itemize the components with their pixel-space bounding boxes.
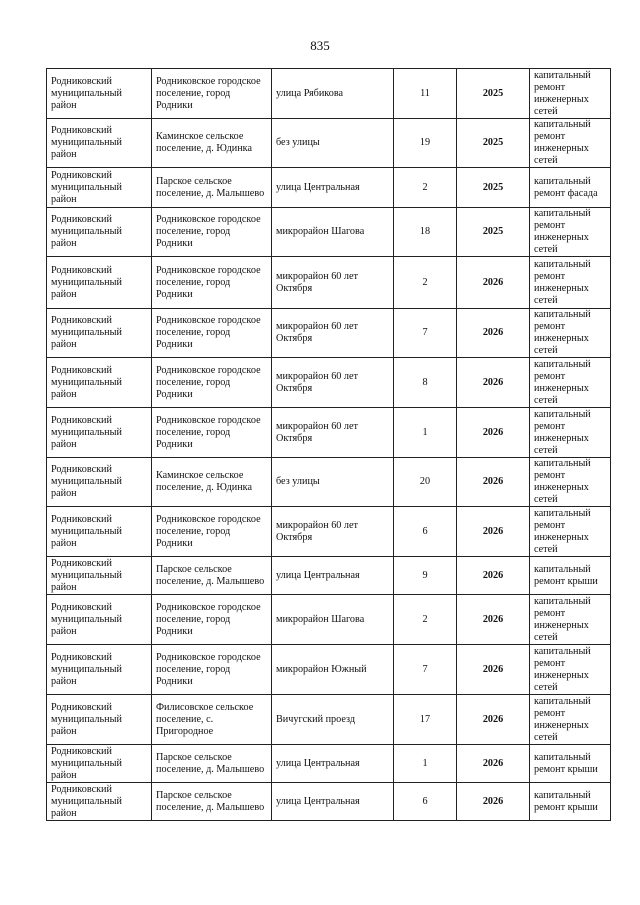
house-number-cell-text: 2 (422, 181, 428, 193)
table-row (47, 309, 611, 358)
house-number-cell (394, 309, 457, 358)
year-cell (457, 168, 530, 208)
house-number-cell-text: 2 (422, 613, 428, 625)
settlement-cell (152, 557, 272, 595)
house-number-cell (394, 358, 457, 408)
district-cell (47, 168, 152, 208)
table-row (47, 507, 611, 557)
work-type-cell (530, 745, 611, 783)
house-number-cell (394, 645, 457, 695)
street-cell-text: без улицы (276, 137, 320, 148)
year-cell-text: 2026 (482, 663, 504, 675)
work-type-cell (530, 408, 611, 458)
street-cell-text: улица Центральная (276, 795, 360, 807)
work-type-cell (530, 458, 611, 507)
year-cell-text: 2026 (482, 757, 504, 769)
year-cell-text: 2025 (482, 181, 504, 193)
street-cell (272, 645, 394, 695)
house-number-cell-text: 6 (422, 525, 428, 537)
work-type-cell-text: капитальный ремонт инженерных сетей (534, 458, 591, 505)
year-cell (457, 69, 530, 119)
district-cell-text: Родниковский муниципальный район (51, 651, 122, 687)
street-cell-text: микрорайон Шагова (276, 613, 365, 625)
street-cell-text: Вичугский проезд (276, 713, 355, 725)
street-cell (272, 119, 394, 168)
house-number-cell (394, 69, 457, 119)
district-cell (47, 208, 152, 257)
street-cell-text: микрорайон 60 лет Октября (276, 519, 358, 543)
street-cell-text: микрорайон Южный (276, 663, 367, 675)
house-number-cell (394, 745, 457, 783)
district-cell-text: Родниковский муниципальный район (51, 414, 122, 450)
settlement-cell (152, 745, 272, 783)
district-cell-text: Родниковский муниципальный район (51, 557, 122, 593)
house-number-cell-text: 9 (422, 569, 428, 581)
year-cell-text: 2026 (482, 713, 504, 725)
street-cell (272, 358, 394, 408)
house-number-cell (394, 168, 457, 208)
year-cell (457, 458, 530, 507)
district-cell (47, 69, 152, 119)
settlement-cell-text: Родниковское городское поселение, город Родники (156, 315, 261, 350)
district-cell-text: Родниковский муниципальный район (51, 75, 122, 111)
district-cell-text: Родниковский муниципальный район (51, 745, 122, 781)
street-cell-text: микрорайон 60 лет Октября (276, 420, 358, 444)
work-type-cell (530, 69, 611, 119)
settlement-cell-text: Родниковское городское поселение, город Родники (156, 651, 261, 687)
street-cell-text: микрорайон 60 лет Октября (276, 321, 358, 344)
work-type-cell (530, 695, 611, 745)
district-cell (47, 257, 152, 309)
settlement-cell (152, 507, 272, 557)
district-cell-text: Родниковский муниципальный район (51, 214, 122, 249)
settlement-cell (152, 119, 272, 168)
settlement-cell (152, 208, 272, 257)
house-number-cell-text: 8 (422, 376, 428, 388)
house-number-cell (394, 557, 457, 595)
work-type-cell-text: капитальный ремонт инженерных сетей (534, 695, 591, 743)
district-cell (47, 695, 152, 745)
table-row (47, 358, 611, 408)
district-cell (47, 595, 152, 645)
district-cell (47, 119, 152, 168)
settlement-cell-text: Родниковское городское поселение, город Родники (156, 601, 261, 637)
street-cell-text: улица Рябикова (276, 87, 344, 99)
house-number-cell (394, 595, 457, 645)
year-cell-text: 2026 (482, 613, 504, 625)
district-cell (47, 507, 152, 557)
street-cell-text: улица Центральная (276, 569, 360, 581)
district-cell (47, 309, 152, 358)
street-cell (272, 208, 394, 257)
housing-repair-table (46, 68, 611, 821)
work-type-cell-text: капитальный ремонт крыши (534, 563, 598, 587)
district-cell (47, 745, 152, 783)
street-cell (272, 595, 394, 645)
settlement-cell-text: Родниковское городское поселение, город Родники (156, 264, 261, 300)
house-number-cell (394, 458, 457, 507)
district-cell-text: Родниковский муниципальный район (51, 315, 122, 350)
year-cell (457, 695, 530, 745)
settlement-cell (152, 645, 272, 695)
year-cell (457, 507, 530, 557)
street-cell (272, 745, 394, 783)
year-cell-text: 2026 (482, 327, 504, 338)
house-number-cell-text: 1 (422, 757, 428, 769)
work-type-cell-text: капитальный ремонт фасада (534, 175, 598, 199)
district-cell (47, 557, 152, 595)
settlement-cell-text: Родниковское городское поселение, город Родники (156, 513, 261, 549)
street-cell (272, 783, 394, 821)
street-cell-text: микрорайон Шагова (276, 226, 365, 237)
street-cell-text: микрорайон 60 лет Октября (276, 270, 358, 294)
work-type-cell (530, 645, 611, 695)
work-type-cell (530, 168, 611, 208)
table-row (47, 458, 611, 507)
year-cell-text: 2025 (482, 87, 504, 99)
settlement-cell-text: Парское сельское поселение, д. Малышево (156, 175, 265, 199)
street-cell (272, 408, 394, 458)
house-number-cell (394, 119, 457, 168)
settlement-cell (152, 458, 272, 507)
district-cell (47, 645, 152, 695)
street-cell (272, 168, 394, 208)
table-row (47, 745, 611, 783)
settlement-cell-text: Родниковское городское поселение, город Родники (156, 364, 261, 400)
district-cell (47, 408, 152, 458)
table-row (47, 168, 611, 208)
year-cell (457, 595, 530, 645)
settlement-cell (152, 595, 272, 645)
work-type-cell-text: капитальный ремонт крыши (534, 751, 598, 775)
settlement-cell-text: Парское сельское поселение, д. Малышево (156, 751, 265, 775)
settlement-cell (152, 168, 272, 208)
year-cell-text: 2025 (482, 137, 504, 148)
street-cell (272, 257, 394, 309)
district-cell-text: Родниковский муниципальный район (51, 169, 122, 205)
house-number-cell-text: 1 (422, 426, 428, 438)
work-type-cell (530, 507, 611, 557)
settlement-cell (152, 69, 272, 119)
house-number-cell-text: 17 (419, 713, 431, 725)
district-cell (47, 458, 152, 507)
street-cell-text: без улицы (276, 476, 320, 487)
work-type-cell (530, 208, 611, 257)
street-cell-text: улица Центральная (276, 181, 360, 193)
house-number-cell (394, 783, 457, 821)
year-cell (457, 645, 530, 695)
settlement-cell (152, 408, 272, 458)
work-type-cell-text: капитальный ремонт инженерных сетей (534, 208, 591, 255)
work-type-cell (530, 309, 611, 358)
settlement-cell-text: Родниковское городское поселение, город Родники (156, 414, 261, 450)
year-cell-text: 2026 (482, 569, 504, 581)
work-type-cell-text: капитальный ремонт инженерных сетей (534, 119, 591, 166)
year-cell-text: 2026 (482, 525, 504, 537)
house-number-cell (394, 408, 457, 458)
settlement-cell-text: Каминское сельское поселение, д. Юдинка (156, 470, 252, 493)
year-cell-text: 2025 (482, 226, 504, 237)
settlement-cell (152, 695, 272, 745)
work-type-cell-text: капитальный ремонт инженерных сетей (534, 408, 591, 456)
settlement-cell (152, 309, 272, 358)
year-cell (457, 208, 530, 257)
house-number-cell-text: 7 (422, 327, 428, 338)
district-cell-text: Родниковский муниципальный район (51, 701, 122, 737)
work-type-cell (530, 257, 611, 309)
work-type-cell-text: капитальный ремонт инженерных сетей (534, 69, 591, 117)
table-row (47, 69, 611, 119)
year-cell (457, 257, 530, 309)
page-number: 835 (310, 38, 330, 53)
table-body (47, 69, 611, 821)
table-row (47, 408, 611, 458)
work-type-cell-text: капитальный ремонт инженерных сетей (534, 358, 591, 406)
street-cell (272, 557, 394, 595)
house-number-cell (394, 507, 457, 557)
year-cell (457, 309, 530, 358)
work-type-cell-text: капитальный ремонт инженерных сетей (534, 309, 591, 356)
settlement-cell-text: Парское сельское поселение, д. Малышево (156, 789, 265, 813)
house-number-cell (394, 695, 457, 745)
district-cell-text: Родниковский муниципальный район (51, 601, 122, 637)
year-cell (457, 408, 530, 458)
house-number-cell-text: 20 (419, 476, 431, 487)
table-row (47, 783, 611, 821)
street-cell-text: улица Центральная (276, 757, 360, 769)
table-row (47, 257, 611, 309)
year-cell (457, 557, 530, 595)
table-row (47, 208, 611, 257)
street-cell (272, 695, 394, 745)
street-cell-text: микрорайон 60 лет Октября (276, 370, 358, 394)
settlement-cell-text: Филисовское сельское поселение, с. Пригородное (156, 701, 254, 737)
district-cell-text: Родниковский муниципальный район (51, 464, 122, 499)
settlement-cell-text: Парское сельское поселение, д. Малышево (156, 563, 265, 587)
district-cell (47, 358, 152, 408)
work-type-cell (530, 595, 611, 645)
street-cell (272, 309, 394, 358)
year-cell (457, 358, 530, 408)
work-type-cell-text: капитальный ремонт инженерных сетей (534, 258, 591, 306)
district-cell-text: Родниковский муниципальный район (51, 783, 122, 819)
settlement-cell-text: Родниковское городское поселение, город Родники (156, 75, 261, 111)
year-cell (457, 119, 530, 168)
work-type-cell-text: капитальный ремонт инженерных сетей (534, 595, 591, 643)
district-cell (47, 783, 152, 821)
district-cell-text: Родниковский муниципальный район (51, 264, 122, 300)
work-type-cell-text: капитальный ремонт инженерных сетей (534, 507, 591, 555)
house-number-cell-text: 11 (420, 87, 430, 99)
year-cell-text: 2026 (482, 795, 504, 807)
table-row (47, 695, 611, 745)
street-cell (272, 458, 394, 507)
year-cell-text: 2026 (482, 476, 504, 487)
year-cell-text: 2026 (482, 276, 504, 288)
year-cell-text: 2026 (482, 376, 504, 388)
table-row (47, 119, 611, 168)
work-type-cell-text: капитальный ремонт инженерных сетей (534, 645, 591, 693)
table-row (47, 645, 611, 695)
settlement-cell (152, 257, 272, 309)
settlement-cell-text: Родниковское городское поселение, город Родники (156, 214, 261, 249)
house-number-cell-text: 2 (422, 276, 428, 288)
settlement-cell (152, 358, 272, 408)
year-cell-text: 2026 (482, 426, 504, 438)
street-cell (272, 69, 394, 119)
settlement-cell (152, 783, 272, 821)
settlement-cell-text: Каминское сельское поселение, д. Юдинка (156, 131, 252, 154)
district-cell-text: Родниковский муниципальный район (51, 513, 122, 549)
work-type-cell (530, 119, 611, 168)
district-cell-text: Родниковский муниципальный район (51, 125, 122, 160)
house-number-cell-text: 7 (422, 663, 428, 675)
table-row (47, 595, 611, 645)
house-number-cell-text: 6 (422, 795, 428, 807)
house-number-cell (394, 208, 457, 257)
house-number-cell (394, 257, 457, 309)
work-type-cell (530, 783, 611, 821)
street-cell (272, 507, 394, 557)
work-type-cell (530, 358, 611, 408)
house-number-cell-text: 19 (419, 137, 431, 148)
work-type-cell-text: капитальный ремонт крыши (534, 789, 598, 813)
year-cell (457, 783, 530, 821)
district-cell-text: Родниковский муниципальный район (51, 364, 122, 400)
work-type-cell (530, 557, 611, 595)
house-number-cell-text: 18 (419, 226, 431, 237)
table-row (47, 557, 611, 595)
year-cell (457, 745, 530, 783)
